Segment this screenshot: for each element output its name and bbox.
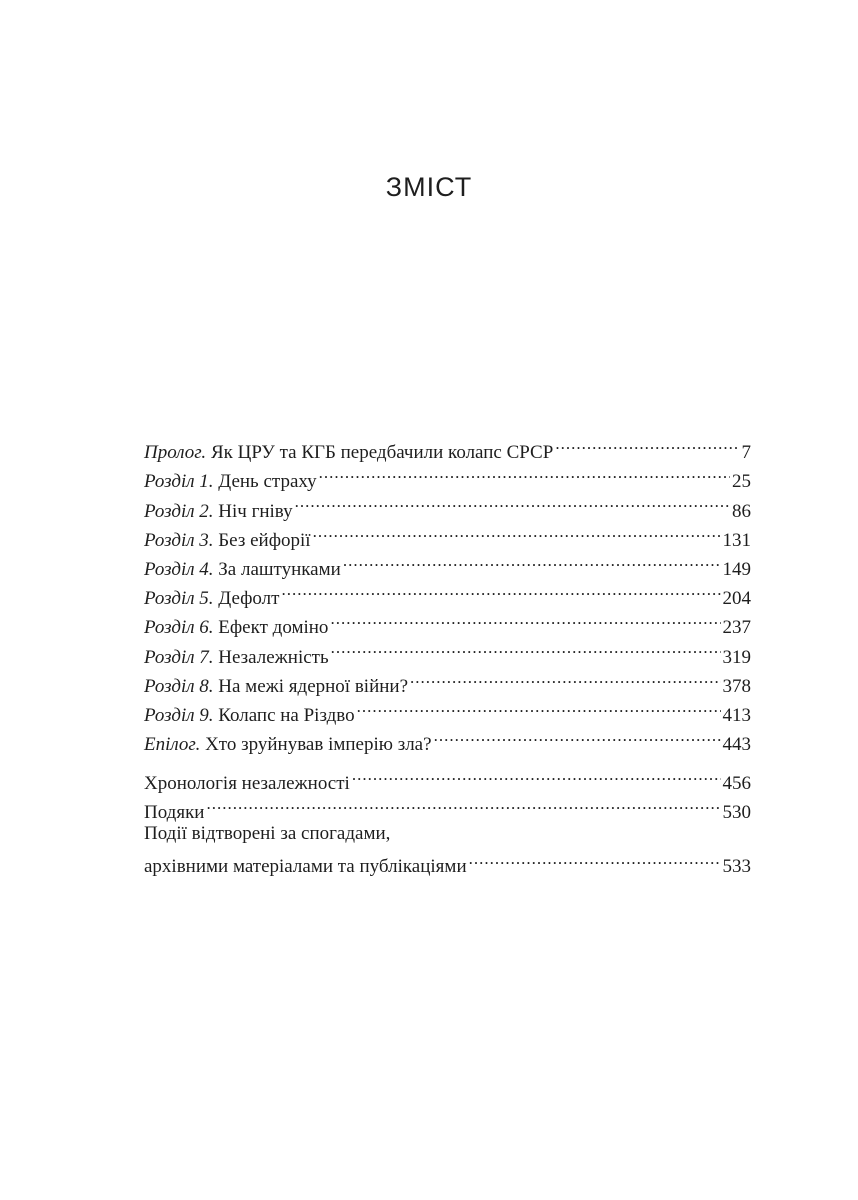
toc-entry-prefix: Розділ 3. — [144, 529, 214, 551]
dot-leader — [357, 692, 721, 721]
dot-leader — [295, 487, 730, 516]
toc-entry-prefix: Пролог. — [144, 442, 207, 464]
toc-entry-page: 319 — [722, 646, 751, 668]
dot-leader — [281, 575, 720, 604]
toc-entry-title: День страху — [213, 471, 317, 493]
toc-entry-page: 237 — [722, 617, 751, 639]
toc-entry-title: За лаштунками — [213, 558, 341, 580]
toc-entry-page: 204 — [722, 588, 751, 610]
toc-entry-title: Колапс на Різдво — [213, 704, 355, 726]
toc-entry-page: 533 — [722, 856, 751, 878]
toc-entry-title: Ніч гніву — [213, 500, 293, 522]
toc-entry-title: Хто зруйнував імперію зла? — [200, 734, 432, 756]
toc-entry-page: 7 — [741, 442, 751, 464]
toc-entry-page: 530 — [722, 802, 751, 824]
toc-entry-title: Як ЦРУ та КГБ передбачили колапс СРСР — [206, 442, 554, 464]
toc-entry-acknowledgements — [144, 789, 751, 824]
toc-entry-title: Незалежність — [213, 646, 329, 668]
toc-entry-prefix: Розділ 6. — [144, 617, 214, 639]
toc-entry-page: 456 — [722, 773, 751, 795]
dot-leader — [313, 517, 721, 546]
toc-entry-chronology — [144, 760, 751, 795]
dot-leader — [410, 663, 720, 692]
toc-entry-prefix: Розділ 2. — [144, 500, 214, 522]
table-of-contents — [144, 429, 751, 878]
toc-entry-page: 86 — [732, 500, 751, 522]
page-title: ЗМІСТ — [385, 172, 473, 202]
dot-leader — [206, 789, 720, 818]
toc-entry-title: Ефект доміно — [213, 617, 329, 639]
toc-entry-page: 149 — [722, 558, 751, 580]
dot-leader — [555, 429, 739, 458]
toc-entry-title: Хронологія незалежності — [144, 773, 350, 795]
toc-entry-title: Подяки — [144, 802, 205, 824]
toc-entry-prefix: Розділ 7. — [144, 646, 214, 668]
toc-entry-page: 443 — [722, 734, 751, 756]
toc-entry-page: 25 — [732, 471, 751, 493]
toc-entry-title: Без ейфорії — [213, 529, 311, 551]
toc-entry-title-line-1: Події відтворені за спогадами, — [144, 823, 391, 845]
toc-entry-page: 413 — [722, 704, 751, 726]
toc-entry-title: На межі ядерної війни? — [213, 675, 409, 697]
toc-entry-prefix: Розділ 1. — [144, 471, 214, 493]
toc-entry-page: 378 — [722, 675, 751, 697]
toc-entry-title: Дефолт — [213, 588, 280, 610]
dot-leader — [319, 458, 730, 487]
toc-entry-prologue — [144, 429, 751, 464]
dot-leader — [434, 721, 721, 750]
toc-entry-prefix: Розділ 5. — [144, 588, 214, 610]
toc-entry-title-line-2: архівними матеріалами та публікаціями — [144, 856, 467, 878]
dot-leader — [343, 546, 721, 575]
toc-entry-sources — [144, 822, 751, 878]
dot-leader — [330, 604, 720, 633]
dot-leader — [469, 846, 721, 872]
toc-entry-prefix: Епілог. — [144, 734, 201, 756]
toc-entry-prefix: Розділ 9. — [144, 704, 214, 726]
toc-entry-prefix: Розділ 8. — [144, 675, 214, 697]
toc-entry-page: 131 — [722, 529, 751, 551]
toc-entry-prefix: Розділ 4. — [144, 558, 214, 580]
dot-leader — [352, 760, 721, 789]
dot-leader — [331, 633, 721, 662]
